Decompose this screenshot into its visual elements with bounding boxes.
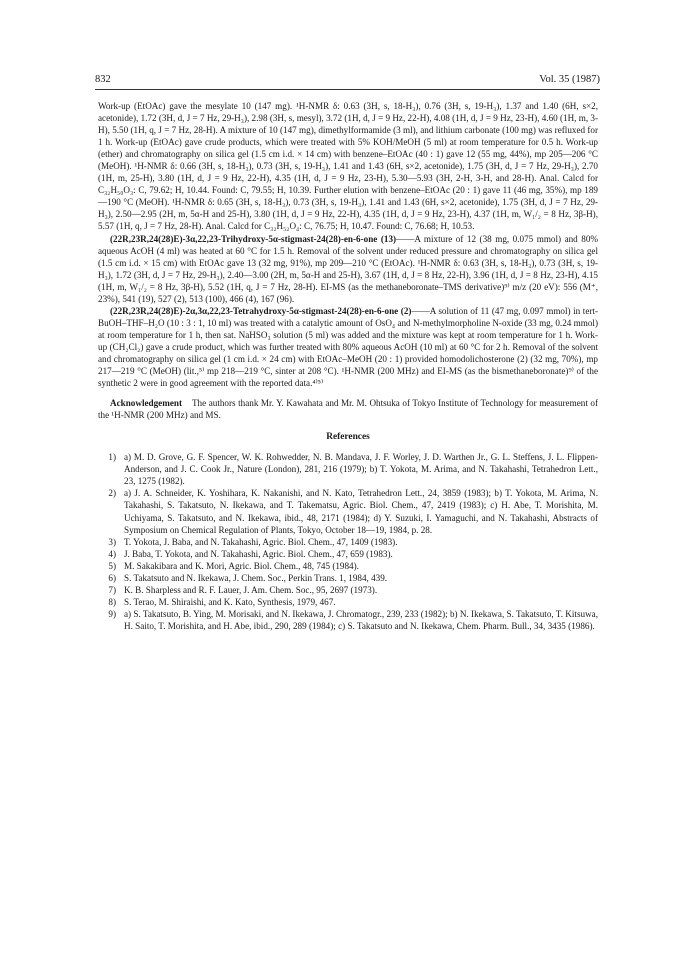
compound-heading: (22R,23R,24(28)E)-3α,22,23-Trihydroxy-5α-stigmast-24(28)-en-6-one (13) <box>110 233 397 244</box>
reference-number: 1) <box>108 452 116 463</box>
reference-text: S. Takatsuto and N. Ikekawa, J. Chem. Soc., Perkin Trans. 1, 1984, 439. <box>124 572 388 583</box>
reference-number: 5) <box>108 560 116 571</box>
reference-text: M. Sakakibara and K. Mori, Agric. Biol. Chem., 48, 745 (1984). <box>124 560 359 571</box>
reference-item <box>98 487 598 535</box>
reference-text: a) J. A. Schneider, K. Yoshihara, K. Nakanishi, and N. Kato, Tetrahedron Lett., 24, 3859 (1983); b) T. Yokota, M. Arima, N. Takahashi, S. Takatsuto, N. Ikekawa, and T. Takematsu, Agric. Biol. Chem., 47, 2419 (1983); c) H. Abe, T. Morishita, M. Uchiyama, S. Takatsuto, and N. Ikekawa, ibid., 48, 2171 (1984); d) Y. Suzuki, I. Yamaguchi, and N. Takahashi, Abstracts of Symposium on Chemical Regulation of Plants, Tokyo, October 18—19, 1984, p. 28. <box>124 488 598 535</box>
reference-item <box>98 572 598 584</box>
reference-text: a) S. Takatsuto, B. Ying, M. Morisaki, and N. Ikekawa, J. Chromatogr., 239, 233 (1982); b) N. Ikekawa, S. Takatsuto, T. Kitsuwa, H. Saito, T. Morishita, and H. Abe, ibid., 290, 289 (1984); c) S. Takatsuto and N. Ikekawa, Chem. Pharm. Bull., 34, 3435 (1986). <box>124 608 598 631</box>
reference-item <box>98 560 598 572</box>
acknowledgement-heading: Acknowledgement <box>110 398 182 409</box>
acknowledgement <box>98 397 598 421</box>
header-rule <box>95 89 600 90</box>
reference-number: 4) <box>108 548 116 559</box>
paragraph-mesylate: Work-up (EtOAc) gave the mesylate 10 (147 mg). ¹H-NMR δ: 0.63 (3H, s, 18-H₃), 0.76 (3H, s, 19-H₃), 1.37 and 1.40 (6H, s×2, acetonide), 1.72 (3H, d, J = 7 Hz, 29-H₃), 2.98 (3H, s, mesyl), 3.72 (1H, d, J = 9 Hz, 22-H), 4.08 (1H, d, J = 9 Hz, 23-H), 4.60 (1H, m, 3-H), 5.50 (1H, q, J = 7 Hz, 28-H). A mixture of 10 (147 mg), dimethylformamide (3 ml), and lithium carbonate (100 mg) was refluxed for 1 h. Work-up (EtOAc) gave crude products, which were treated with 5% KOH/MeOH (5 ml) at room temperature for 0.5 h. Work-up (ether) and chromatography on silica gel (1.5 cm i.d. × 14 cm) with benzene–EtOAc (40 : 1) gave 12 (55 mg, 44%), mp 205—206 °C (MeOH). ¹H-NMR δ: 0.66 (3H, s, 18-H₃), 0.73 (3H, s, 19-H₃), 1.41 and 1.43 (6H, s×2, acetonide), 1.75 (3H, d, J = 7 Hz, 29-H₃), 2.70 (1H, m, 25-H), 3.80 (1H, d, J = 9 Hz, 22-H), 4.35 (1H, d, J = 9 Hz, 23-H), 5.30—5.93 (3H, 2-H, 3-H, and 28-H). Anal. Calcd for C₃₂H₅₀O₃: C, 79.62; H, 10.44. Found: C, 79.55; H, 10.39. Further elution with benzene–EtOAc (20 : 1) gave 11 (46 mg, 35%), mp 189—190 °C (MeOH). ¹H-NMR δ: 0.65 (3H, s, 18-H₃), 0.73 (3H, s, 19-H₃), 1.41 and 1.43 (6H, s×2, acetonide), 1.75 (3H, d, J = 7 Hz, 29-H₃), 2.50—2.95 (2H, m, 5α-H and 25-H), 3.80 (1H, d, J = 9 Hz, 22-H), 4.35 (1H, d, J = 9 Hz, 23-H), 4.37 (1H, m, W₁/₂ = 8 Hz, 3β-H), 5.57 (1H, q, J = 7 Hz, 28-H). Anal. Calcd for C₃₂H₅₂O₄: C, 76.75; H, 10.47. Found: C, 76.68; H, 10.53. <box>98 101 598 232</box>
reference-number: 3) <box>108 536 116 547</box>
reference-number: 9) <box>108 608 116 619</box>
reference-item <box>98 451 598 487</box>
reference-number: 2) <box>108 488 116 499</box>
reference-text: T. Yokota, J. Baba, and N. Takahashi, Agric. Biol. Chem., 47, 1409 (1983). <box>124 536 398 547</box>
reference-item <box>98 536 598 548</box>
page-number: 832 <box>95 74 111 85</box>
reference-item <box>98 608 598 632</box>
running-header <box>95 74 600 88</box>
paragraph-compound-2: (22R,23R,24(28)E)-2α,3α,22,23-Tetrahydroxy-5α-stigmast-24(28)-en-6-one (2)——A solution of 11 (47 mg, 0.097 mmol) in tert-BuOH–THF–H₂O (10 : 3 : 1, 10 ml) was treated with a catalytic amount of OsO₄ and N-methylmorpholine N-oxide (33 mg, 0.24 mmol) at room temperature for 1 h, then sat. NaHSO₃ solution (5 ml) was added and the mixture was kept at room temperature for 1 h. Work-up (CH₂Cl₂) gave a crude product, which was further treated with 80% aqueous AcOH (10 ml) at 60 °C for 2 h. Removal of the solvent and chromatography on silica gel (1 cm i.d. × 24 cm) with EtOAc–MeOH (20 : 1) provided homodolichosterone (2) (32 mg, 70%), mp 217—219 °C (MeOH) (lit.,⁵⁾ mp 218—219 °C, sinter at 208 °C). ¹H-NMR (200 MHz) and EI-MS (as the bismethaneboronate)⁹⁾ of the synthetic 2 were in good agreement with the reported data.⁴⁾⁵⁾ <box>98 305 598 389</box>
reference-number: 7) <box>108 584 116 595</box>
reference-item <box>98 548 598 560</box>
reference-text: J. Baba, T. Yokota, and N. Takahashi, Agric. Biol. Chem., 47, 659 (1983). <box>124 548 393 559</box>
reference-number: 6) <box>108 572 116 583</box>
article-body <box>98 100 598 632</box>
reference-number: 8) <box>108 596 116 607</box>
acknowledgement-text: The authors thank Mr. Y. Kawahata and Mr. M. Ohtsuka of Tokyo Institute of Technology for measurement of the ¹H-NMR (200 MHz) and MS. <box>98 398 598 421</box>
paragraph-compound-13: (22R,23R,24(28)E)-3α,22,23-Trihydroxy-5α-stigmast-24(28)-en-6-one (13)——A mixture of 12 (38 mg, 0.075 mmol) and 80% aqueous AcOH (4 ml) was heated at 60 °C for 1.5 h. Removal of the solvent under reduced pressure and chromatography on silica gel (1.5 cm i.d. × 15 cm) with EtOAc gave 13 (32 mg, 91%), mp 209—210 °C (EtOAc). ¹H-NMR δ: 0.63 (3H, s, 18-H₃), 0.73 (3H, s, 19-H₃), 1.72 (3H, d, J = 7 Hz, 29-H₃), 2.40—3.00 (2H, m, 5α-H and 25-H), 3.67 (1H, d, J = 8 Hz, 22-H), 3.96 (1H, d, J = 8 Hz, 23-H), 4.15 (1H, m, W₁/₂ = 8 Hz, 3β-H), 5.52 (1H, q, J = 7 Hz, 28-H). EI-MS (as the methaneboronate–TMS derivative)⁹⁾ m/z (20 eV): 556 (M⁺, 23%), 541 (19), 527 (2), 513 (100), 466 (4), 167 (96). <box>98 233 598 304</box>
compound-heading: (22R,23R,24(28)E)-2α,3α,22,23-Tetrahydroxy-5α-stigmast-24(28)-en-6-one (2) <box>110 305 412 316</box>
reference-text: S. Terao, M. Shiraishi, and K. Kato, Synthesis, 1979, 467. <box>124 596 336 607</box>
reference-item <box>98 584 598 596</box>
reference-item <box>98 596 598 608</box>
volume-label: Vol. 35 (1987) <box>539 74 600 85</box>
reference-text: K. B. Sharpless and R. F. Lauer, J. Am. Chem. Soc., 95, 2697 (1973). <box>124 584 378 595</box>
reference-list <box>98 451 598 632</box>
references-heading: References <box>326 432 370 443</box>
reference-text: a) M. D. Grove, G. F. Spencer, W. K. Rohwedder, N. B. Mandava, J. F. Worley, J. D. Warthen Jr., G. L. Steffens, J. L. Flippen-Anderson, and J. C. Cook Jr., Nature (London), 281, 216 (1979); b) T. Yokota, M. Arima, and N. Takahashi, Tetrahedron Lett., 23, 1275 (1982). <box>124 452 598 487</box>
